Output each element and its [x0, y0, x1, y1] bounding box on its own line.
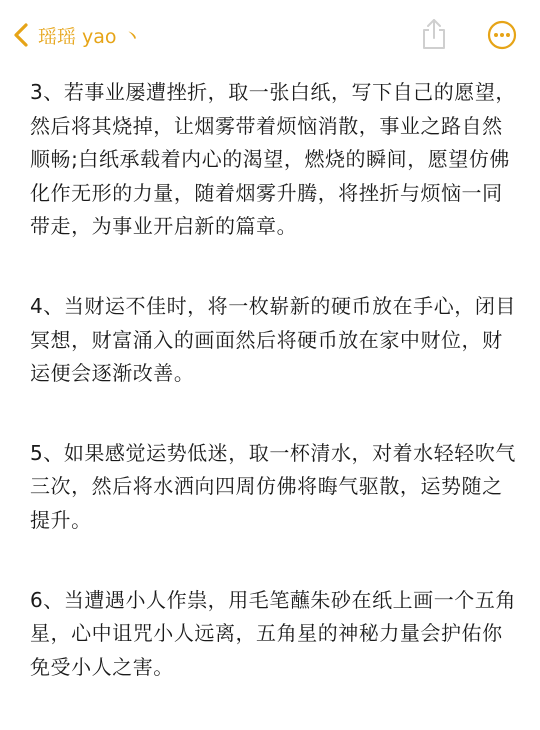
note-paragraph-6: 6、当遭遇小人作祟，用毛笔蘸朱砂在纸上画一个五角星，心中诅咒小人远离，五角星的神秘力量会护佑你免受小人之害。	[30, 587, 516, 679]
note-body	[30, 76, 520, 730]
nav-bar	[0, 0, 540, 66]
chevron-left-icon	[12, 22, 30, 48]
more-button[interactable]	[487, 20, 517, 50]
share-icon	[420, 18, 448, 50]
back-label: 瑶瑶 yao 丶	[38, 25, 142, 48]
note-paragraph-3: 3、若事业屡遭挫折，取一张白纸，写下自己的愿望，然后将其烧掉，让烟雾带着烦恼消散，事业之路自然顺畅;白纸承载着内心的渴望，燃烧的瞬间，愿望仿佛化作无形的力量，随着烟雾升腾，将挫折与烦恼一同带走，为事业开启新的篇章。	[30, 80, 516, 239]
more-dots-icon	[487, 20, 517, 50]
note-paragraph-5: 5、如果感觉运势低迷，取一杯清水，对着水轻轻吹气三次，然后将水洒向四周仿佛将晦气驱散，运势随之提升。	[30, 440, 516, 532]
share-button[interactable]	[420, 18, 448, 50]
back-button[interactable]	[12, 20, 142, 50]
note-paragraph-4: 4、当财运不佳时，将一枚崭新的硬币放在手心，闭目冥想，财富涌入的画面然后将硬币放在家中财位，财运便会逐渐改善。	[30, 293, 516, 386]
